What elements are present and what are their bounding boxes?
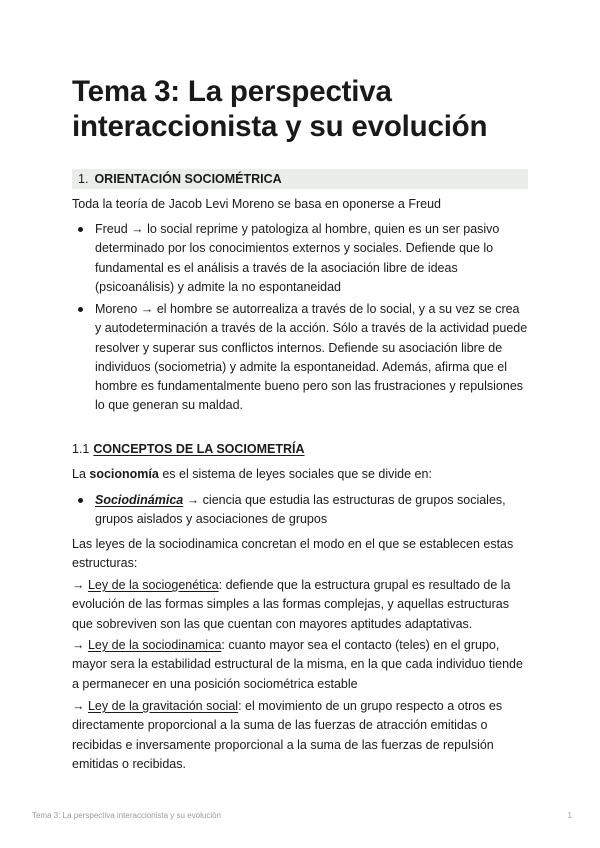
ley-paragraph [72, 636, 528, 694]
text-span: : defiende que la estructura grupal es resultado de la evolución de las formas simples a las formas complejas, y aquellas estructuras que sobreviven son las que cuentan con mayores aptitudes adaptativas. [72, 578, 511, 631]
term-socionomia: socionomía [89, 467, 159, 481]
ley-name: Ley de la sociogenética [87, 578, 219, 592]
bullet-dot [78, 498, 83, 503]
footer-title: Tema 3: La perspectiva interaccionista y su evolución [32, 811, 221, 820]
socionomia-paragraph [72, 465, 528, 484]
subsection-title: CONCEPTOS DE LA SOCIOMETRÍA [93, 442, 305, 456]
term-sociodinamica: Sociodinámica [95, 493, 184, 507]
list-item [78, 220, 528, 297]
text-span: : cuanto mayor sea el contacto (teles) en el grupo, mayor sera la estabilidad estructural de la misma, en la que cada individuo tiende a permanecer en una posición sociométrica estable [72, 638, 523, 691]
list-item-text: Freud → lo social reprime y patologiza al hombre, quien es un ser pasivo determinado por los conocimientos externos y sociales. Defiende que lo fundamental es el análisis a través de la asociación libre de ideas (psicoanálisis) y admite la no espontaneidad [95, 222, 500, 294]
page-title: Tema 3: La perspectiva interaccionista y su evolución [72, 75, 488, 143]
bullet-dot [78, 307, 83, 312]
page-footer [32, 811, 572, 820]
subsection-number: 1.1 [72, 442, 90, 456]
text-span: es el sistema de leyes sociales que se divide en: [158, 467, 432, 481]
intro-paragraph: Toda la teoría de Jacob Levi Moreno se basa en oponerse a Freud [72, 197, 441, 211]
bullet-dot [78, 227, 83, 232]
section-heading [72, 169, 528, 189]
text-span: → ciencia que estudia las estructuras de grupos sociales, grupos aislados y asociaciones de grupos [95, 493, 506, 527]
list-item [78, 491, 528, 530]
section-title: ORIENTACIÓN SOCIOMÉTRICA [94, 172, 282, 186]
arrow-icon: → [72, 699, 88, 713]
text-span: : el movimiento de un grupo respecto a otros es directamente proporcional a la suma de las fuerzas de atracción emitidas o recibidas e inversamente proporcional a la suma de las fuerzas de repulsión emitidas o recibidas. [72, 699, 503, 771]
section-number: 1. [78, 172, 89, 186]
subsection-heading [72, 439, 305, 459]
ley-name: Ley de la sociodinamica [87, 638, 222, 652]
ley-name: Ley de la gravitación social [87, 699, 239, 713]
leyes-intro-paragraph: Las leyes de la sociodinamica concretan el modo en el que se establecen estas estructuras: [72, 537, 514, 571]
arrow-icon: → [72, 578, 88, 592]
page-number: 1 [567, 811, 572, 820]
ley-paragraph [72, 576, 528, 634]
list-item [78, 300, 528, 416]
text-span: La [72, 467, 90, 481]
list-item-text [95, 491, 528, 530]
ley-paragraph [72, 697, 528, 774]
list-item-text: Moreno → el hombre se autorrealiza a través de lo social, y a su vez se crea y autodeterminación a través de la acción. Sólo a través de la actividad puede resolver y superar sus conflictos internos. Defiende su asociación libre de individuos (sociometria) y admite la espontaneidad. Además, afirma que el hombre es fundamentalmente bueno pero son las frustraciones y repulsiones lo que generan su maldad. [95, 302, 528, 413]
arrow-icon: → [72, 638, 88, 652]
